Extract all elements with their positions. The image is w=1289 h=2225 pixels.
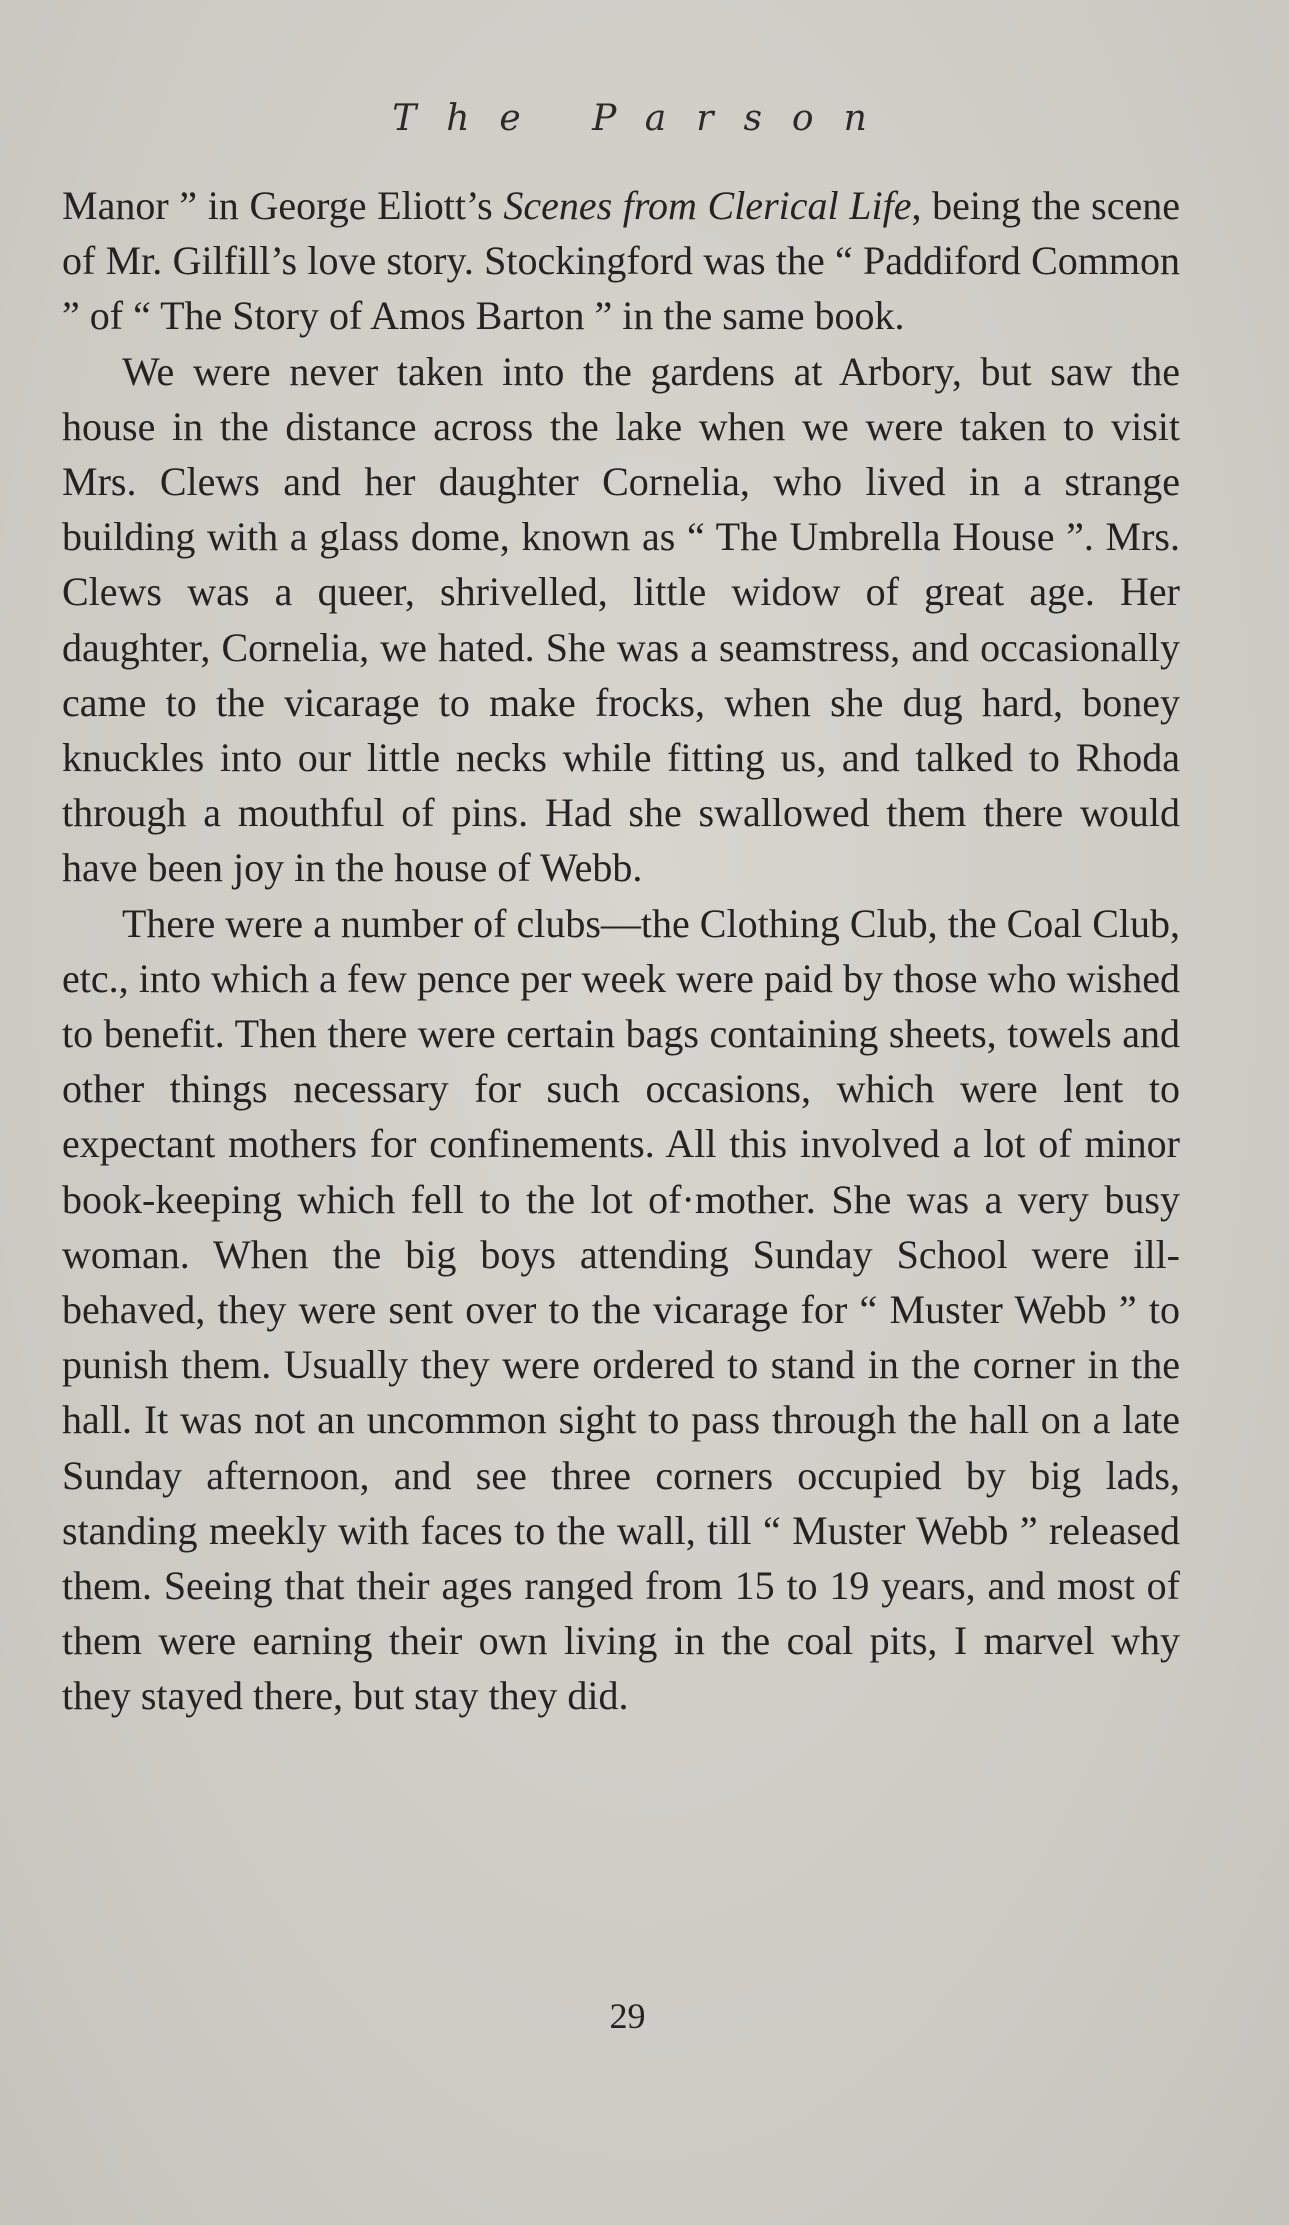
paragraph-1-rest: , being the scene of Mr. Gilfill’s love story. Stockingford was the “ Paddiford Common ” of “ The Story of Amos Barton ” in the same book.: [62, 183, 1181, 339]
paragraph-1-start: Manor ” in George Eliott’s: [62, 183, 504, 228]
book-title: Scenes from Clerical Life: [503, 183, 912, 228]
page-number: 29: [609, 1996, 646, 2036]
body-text: [62, 178, 1180, 1724]
paragraph-3: There were a number of clubs—the Clothing Club, the Coal Club, etc., into which a few pence per week were paid by those who wished to benefit. Then there were certain bags containing sheets, towels and other things necessary for such occasions, which were lent to expectant mothers for confinements. All this involved a lot of minor book-keeping which fell to the lot of·mother. She was a very busy woman. When the big boys attending Sunday School were ill-behaved, they were sent over to the vicarage for “ Muster Webb ” to punish them. Usually they were ordered to stand in the corner in the hall. It was not an uncommon sight to pass through the hall on a late Sunday afternoon, and see three corners occupied by big lads, standing meekly with faces to the wall, till “ Muster Webb ” released them. Seeing that their ages ranged from 15 to 19 years, and most of them were earning their own living in the coal pits, I marvel why they stayed there, but stay they did.: [62, 900, 1180, 1719]
running-head: The Parson: [392, 98, 897, 139]
paragraph-1: [62, 178, 1180, 344]
paragraph-2: We were never taken into the gardens at Arbory, but saw the house in the distance across the lake when we were taken to visit Mrs. Clews and her daughter Cornelia, who lived in a strange building with a glass dome, known as “ The Umbrella House ”. Mrs. Clews was a queer, shrivelled, little widow of great age. Her daughter, Cornelia, we hated. She was a seamstress, and occasionally came to the vicarage to make frocks, when she dug hard, boney knuckles into our little necks while fitting us, and talked to Rhoda through a mouthful of pins. Had she swallowed them there would have been joy in the house of Webb.: [62, 348, 1180, 891]
